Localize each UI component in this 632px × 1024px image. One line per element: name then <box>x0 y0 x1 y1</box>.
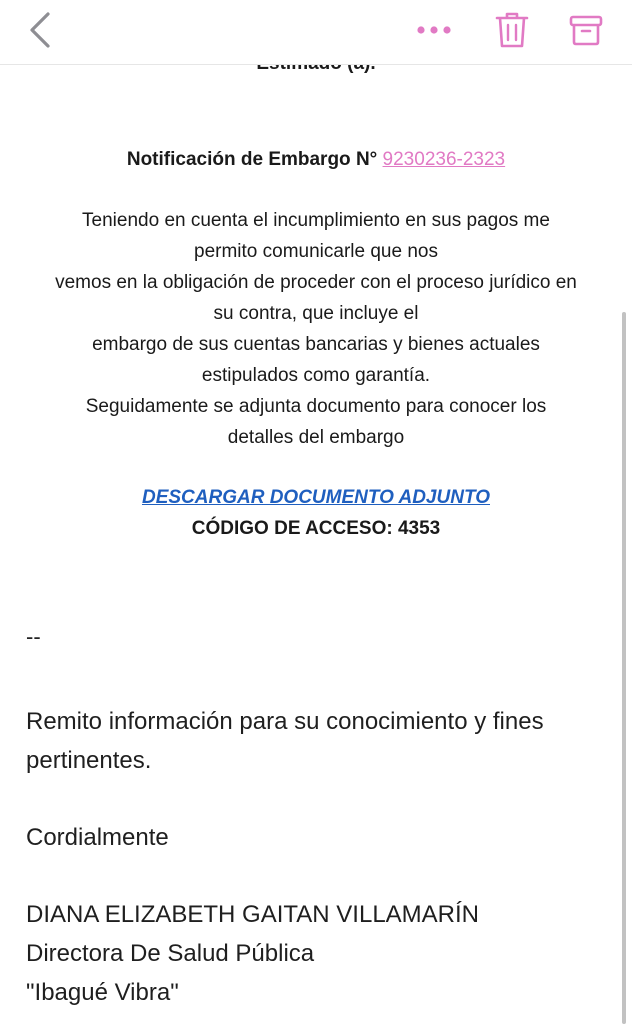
download-link-row <box>0 482 632 513</box>
download-document-link[interactable]: DESCARGAR DOCUMENTO ADJUNTO <box>141 487 490 508</box>
access-code: CÓDIGO DE ACCESO: 4353 <box>191 518 441 539</box>
archive-button[interactable] <box>562 6 610 54</box>
notification-number-link[interactable]: 9230236-2323 <box>382 149 506 170</box>
paragraph-line: permito comunicarle que nos <box>194 241 438 262</box>
paragraph-line: Teniendo en cuenta el incumplimiento en sus pagos me <box>82 210 550 231</box>
email-body <box>0 64 632 1024</box>
paragraph-line: estipulados como garantía. <box>201 365 431 386</box>
remito-text: Remito información para su conocimiento y fines pertinentes. <box>26 708 544 774</box>
notification-title <box>0 144 632 175</box>
top-toolbar <box>0 0 632 65</box>
back-button[interactable] <box>16 6 64 54</box>
signature-motto: "Ibagué Vibra" <box>26 979 179 1006</box>
signature-separator: -- <box>26 624 41 649</box>
signature-title: Directora De Salud Pública <box>26 940 315 967</box>
signature-name: DIANA ELIZABETH GAITAN VILLAMARÍN <box>26 901 479 928</box>
paragraph-line: vemos en la obligación de proceder con el proceso jurídico en <box>55 272 577 293</box>
paragraph-line: Seguidamente se adjunta documento para conocer los <box>85 396 547 417</box>
chevron-left-icon <box>26 10 54 50</box>
more-options-button[interactable] <box>410 6 458 54</box>
notification-paragraph <box>20 205 612 453</box>
trash-icon <box>495 11 529 49</box>
archive-icon <box>569 13 603 47</box>
closing-text: Cordialmente <box>26 824 169 851</box>
paragraph-line: detalles del embargo <box>227 427 405 448</box>
more-dots-icon <box>414 24 454 36</box>
delete-button[interactable] <box>488 6 536 54</box>
signature <box>26 895 611 1012</box>
paragraph-line: embargo de sus cuentas bancarias y bienes actuales <box>92 334 540 355</box>
scroll-indicator[interactable] <box>622 312 626 1024</box>
notification-label: Notificación de Embargo N° <box>126 149 378 170</box>
paragraph-line: su contra, que incluye el <box>213 303 419 324</box>
